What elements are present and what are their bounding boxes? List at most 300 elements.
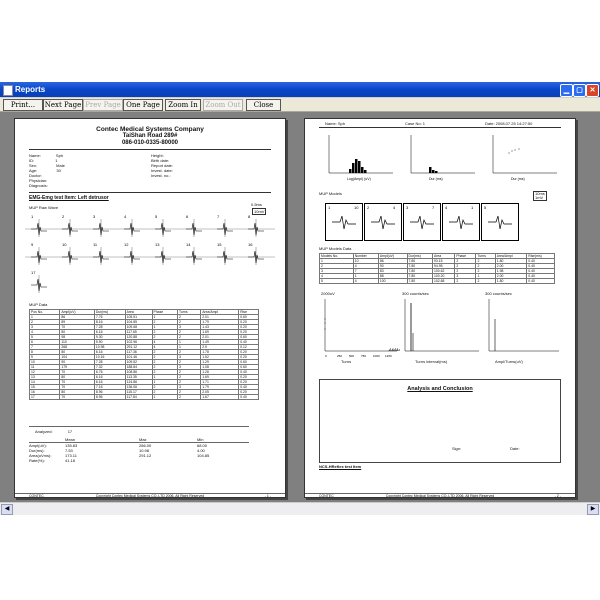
table-cell: 104 [60, 355, 95, 360]
table-cell: 5.90 [94, 340, 125, 345]
scatter-point [509, 153, 510, 154]
model-count: 4 [393, 205, 396, 210]
minimize-button[interactable]: ▁ [560, 84, 573, 97]
table-cell: 117.36 [125, 350, 152, 355]
table-cell: 2.05 [201, 390, 239, 395]
table-cell: 7 [353, 269, 378, 274]
conclusion-title: Analysis and Conclusion [407, 386, 473, 392]
table-cell: 0.40 [239, 395, 259, 400]
wave-label: 13 [155, 242, 160, 247]
hist-x-label: Log(Ampl) (uV) [347, 177, 371, 181]
model-number: 4 [445, 205, 448, 210]
table-cell: 2.01 [201, 335, 239, 340]
table-cell: 15 [30, 385, 60, 390]
model-number: 1 [328, 205, 331, 210]
date-label: Date: [510, 446, 520, 451]
summary-table: Mean Max Min Ampl(uV): 135.83 286.00 68.00 Dur(ms): 7.53 10.98 4.00 Area(uVms): 173.11 291.12 104.85 Rate(%): 41.18 [29, 437, 249, 463]
table-cell: 1.69 [201, 375, 239, 380]
table-cell: 1.29 [201, 360, 239, 365]
wave-label: 17 [31, 270, 36, 275]
report-page-1 [14, 118, 286, 498]
patient-field: Diagnosis: [29, 183, 48, 188]
table-cell: 4 [353, 279, 378, 284]
table-cell: 4 [353, 264, 378, 269]
table-cell: 2 [476, 259, 495, 264]
model-number: 2 [367, 205, 370, 210]
table-cell: 1.80 [495, 259, 527, 264]
table-cell: 2 [30, 320, 60, 325]
table-cell: 115.17 [125, 390, 152, 395]
table-cell: 3 [320, 269, 354, 274]
muap-model-svg [326, 204, 362, 240]
table-cell: 102.68 [433, 279, 455, 284]
summary-row: Ampl(uV): 135.83 286.00 68.00 [29, 443, 208, 448]
table-cell: 1 [177, 340, 200, 345]
section-title: EMG-Emg test Item: Left detrusor [29, 195, 109, 201]
table-cell: 3 [455, 274, 476, 279]
patient-field: Age: 30 [29, 168, 61, 173]
table-cell: 1.79 [201, 320, 239, 325]
table-cell: 7.28 [94, 325, 125, 330]
table-cell: 7.80 [407, 264, 432, 269]
close-window-button[interactable]: ✕ [586, 84, 599, 97]
company-name: Contec Medical Systems Company [96, 126, 204, 133]
table-cell: 100.20 [433, 274, 455, 279]
table-cell: 70 [60, 370, 95, 375]
table-cell: 10.16 [94, 355, 125, 360]
plot-tick: 250 [337, 354, 343, 358]
table-cell: 101.46 [125, 355, 152, 360]
table-cell: 8.16 [94, 320, 125, 325]
table-cell: 2 [320, 264, 354, 269]
table-header-cell: Pos No. [30, 310, 60, 315]
hist-bar [349, 169, 352, 173]
table-header-cell: Ampl(uV) [378, 254, 407, 259]
model-wave [332, 216, 356, 229]
horizontal-scrollbar[interactable] [0, 502, 600, 515]
one-page-button[interactable]: One Page [123, 99, 163, 111]
table-cell: 2 [152, 370, 177, 375]
table-cell: 0.40 [239, 370, 259, 375]
plot-tick: 0 [325, 354, 327, 358]
table-cell: 109.52 [125, 360, 152, 365]
wave-label: 9 [31, 242, 34, 247]
analyzed-count: 17 [67, 429, 73, 434]
muap-model-svg [404, 204, 440, 240]
page-footer: CONTEC Copyright Contec Medical Systems CO.,LTD 2006, All Right Reserved - 2 - [305, 493, 575, 494]
table-cell: 268 [60, 345, 95, 350]
table-cell: 2 [177, 350, 200, 355]
table-cell: 6.16 [94, 330, 125, 335]
analyzed-label: Analyzed: [35, 429, 53, 434]
table-cell: 2 [177, 315, 200, 320]
table-cell: 2 [455, 259, 476, 264]
table-cell: 8 [30, 350, 60, 355]
table-cell: 2 [152, 390, 177, 395]
close-report-button[interactable]: Close [246, 99, 281, 111]
table-cell: 2 [476, 269, 495, 274]
table-cell: 124.86 [125, 380, 152, 385]
table-cell: 2.01 [201, 315, 239, 320]
wave-label: 11 [93, 242, 98, 247]
table-cell: 2 [476, 264, 495, 269]
plot-xlabel-turns: Turns [341, 359, 352, 364]
table-cell: 70 [60, 325, 95, 330]
plot-tick: 750 [361, 354, 367, 358]
table-cell: 2 [455, 264, 476, 269]
table-cell: 0.40 [527, 269, 555, 274]
table-cell: 2 [455, 269, 476, 274]
table-cell: 6.76 [94, 370, 125, 375]
table-cell: 1.98 [495, 269, 527, 274]
table-cell: 2 [455, 279, 476, 284]
wave-label: 15 [217, 242, 222, 247]
table-cell: 5 [320, 279, 354, 284]
table-cell: 80 [60, 375, 95, 380]
table-cell: 0.20 [239, 380, 259, 385]
model-wave [488, 216, 512, 229]
maximize-button[interactable]: ▢ [573, 84, 586, 97]
muap-raw-wave-label: MUP Raw Wave [29, 205, 59, 210]
table-cell: 0.20 [239, 355, 259, 360]
table-header-cell: Rise [239, 310, 259, 315]
table-cell: 117.65 [125, 330, 152, 335]
table-header-cell: Phase [152, 310, 177, 315]
table-cell: 1 [30, 315, 60, 320]
table-cell: 2 [152, 330, 177, 335]
wave-label: 12 [124, 242, 129, 247]
wave-label: 4 [124, 214, 127, 219]
table-cell: 104.85 [125, 320, 152, 325]
muap-model-box [442, 203, 480, 241]
prev-page-button[interactable]: Prev Page [83, 99, 123, 111]
patient-info-right: Height: Birth date: Report date: Invest. date: Invest. no.: [151, 153, 174, 178]
table-cell: 1.67 [201, 395, 239, 400]
summary-row: Area(uVms): 173.11 291.12 104.85 [29, 453, 210, 458]
table-header-cell: Turns [177, 310, 200, 315]
table-cell: 17 [30, 395, 60, 400]
table-cell: 7.28 [94, 360, 125, 365]
table-cell: 1.49 [201, 340, 239, 345]
patient-field: Physician: [29, 178, 48, 183]
table-cell: 8.96 [94, 395, 125, 400]
hist-bar [364, 170, 367, 173]
table-cell: 100 [378, 279, 407, 284]
table-cell: 291.12 [125, 345, 152, 350]
table-cell: 1 [152, 325, 177, 330]
table-cell: 0.20 [239, 320, 259, 325]
table-cell: 8.96 [94, 390, 125, 395]
table-cell: 7.80 [407, 279, 432, 284]
muap-data-table [29, 309, 259, 400]
table-row [320, 279, 555, 284]
header-divider [29, 149, 271, 150]
table-cell: 2 [152, 335, 177, 340]
table-cell: 100.62 [433, 269, 455, 274]
table-cell: 1.26 [201, 370, 239, 375]
table-cell: 0.20 [239, 375, 259, 380]
hist-bar [358, 161, 361, 173]
wave-label: 5 [155, 214, 158, 219]
table-cell: 9 [30, 355, 60, 360]
next-page-button[interactable]: Next Page [44, 101, 82, 109]
table-cell: 9.30 [94, 335, 125, 340]
hist-bar [361, 167, 364, 173]
table-cell: 0.60 [239, 365, 259, 370]
hist-bar [435, 171, 438, 173]
table-cell: 7.80 [407, 269, 432, 274]
patient-field: ID: 1 [29, 158, 58, 163]
plot-xlabel-interval: Turns interval(ms) [415, 359, 448, 364]
table-cell: 13 [30, 375, 60, 380]
table-cell: 10.98 [94, 345, 125, 350]
sign-label: Sign: [452, 446, 462, 451]
table-cell: 89 [60, 320, 95, 325]
table-cell: 80 [60, 390, 95, 395]
plot-point [325, 319, 326, 320]
table-cell: 5 [30, 335, 60, 340]
table-cell: 102.96 [125, 340, 152, 345]
table-cell: 110 [60, 340, 95, 345]
table-cell: 2 [152, 385, 177, 390]
muap-model-box [364, 203, 402, 241]
hist-x-label: Dur (ms) [511, 177, 525, 181]
table-cell: 3 [177, 365, 200, 370]
table-row [30, 395, 259, 400]
table-cell: 108.86 [125, 370, 152, 375]
table-cell: 2 [177, 380, 200, 385]
table-cell: 2.9 [201, 345, 239, 350]
patient-info-left [29, 153, 65, 188]
table-cell: 70 [60, 380, 95, 385]
print-button[interactable]: Print... [3, 99, 43, 111]
conclusion-box [319, 379, 561, 463]
table-cell: 2 [177, 360, 200, 365]
plot1-label: 300 counts/sec [402, 291, 429, 296]
summary-row: Dur(ms): 7.53 10.98 4.00 [29, 448, 205, 453]
muap-model-box [403, 203, 441, 241]
muap-data-label: MUP Data [29, 302, 48, 307]
table-header-cell: Number [353, 254, 378, 259]
table-cell: 2.00 [495, 274, 527, 279]
header-date: Date: 2008.07.25 14:27:50 [485, 121, 533, 126]
toolbar [0, 98, 600, 112]
hist-bar [355, 159, 358, 173]
table-cell: 86 [60, 315, 95, 320]
wave-label: 2 [62, 214, 65, 219]
window-title: Reports [15, 85, 46, 94]
table-cell: 80 [60, 330, 95, 335]
model-wave [410, 216, 434, 229]
plot-point [325, 329, 326, 330]
wave-label: 1 [31, 214, 34, 219]
table-cell: 3 [177, 385, 200, 390]
model-number: 3 [406, 205, 409, 210]
table-cell: 2 [177, 390, 200, 395]
table-cell: 0.60 [239, 360, 259, 365]
plot-tick: 1000 [373, 354, 380, 358]
table-cell: 7.80 [407, 259, 432, 264]
wave-label: 8 [248, 214, 251, 219]
plot-xlabel-ampl: Ampl/Turns(uV) [495, 359, 523, 364]
model-wave [449, 216, 473, 229]
muap-models-data-label: MUP Models Data [319, 246, 352, 251]
scale-amplitude: 10mV [254, 209, 265, 214]
wave-label: 16 [248, 242, 253, 247]
model-count: 10 [354, 205, 359, 210]
table-cell: 0.40 [527, 274, 555, 279]
table-cell: 0.20 [239, 325, 259, 330]
scroll-right-icon[interactable]: ▶ [587, 504, 599, 515]
summary-row: Rate(%): 41.18 [29, 458, 76, 463]
table-cell: 1 [152, 375, 177, 380]
wave-label: 14 [186, 242, 191, 247]
table-cell: 2.00 [495, 264, 527, 269]
table-cell: 1 [320, 259, 354, 264]
table-cell: 1.71 [201, 380, 239, 385]
hist-bar [352, 163, 355, 173]
table-cell: 0.40 [527, 264, 555, 269]
table-cell: 105.51 [125, 315, 152, 320]
table-cell: 1.69 [201, 330, 239, 335]
table-cell: 70 [60, 385, 95, 390]
muap-model-svg [443, 204, 479, 240]
table-header-cell: Turns [476, 254, 495, 259]
table-cell: 0.40 [239, 385, 259, 390]
preview-area[interactable] [0, 112, 600, 502]
header-name: Name: Sph [325, 121, 346, 126]
muap-model-svg [365, 204, 401, 240]
table-cell: 11 [30, 365, 60, 370]
wave-label: 7 [217, 214, 220, 219]
table-cell: 4 [320, 274, 354, 279]
document-icon [3, 85, 13, 96]
table-cell: 2 [152, 320, 177, 325]
table-cell: 3 [177, 325, 200, 330]
table-cell: 4 [30, 330, 60, 335]
table-cell: 86 [378, 259, 407, 264]
scatter-point [519, 149, 520, 150]
table-cell: 93.15 [433, 259, 455, 264]
table-cell: 2 [152, 365, 177, 370]
table-header-cell: Dur(ms) [94, 310, 125, 315]
table-cell: 113.35 [125, 375, 152, 380]
table-cell: 1.08 [201, 365, 239, 370]
table-cell: 70 [60, 395, 95, 400]
table-cell: 109.68 [125, 325, 152, 330]
table-cell: 1.43 [201, 325, 239, 330]
table-cell: 6.16 [94, 375, 125, 380]
table-cell: 2 [177, 370, 200, 375]
table-cell: 90 [378, 264, 407, 269]
table-header-cell: Phase [455, 254, 476, 259]
table-cell: 179 [60, 365, 95, 370]
table-cell: 80 [60, 350, 95, 355]
header-case: Case No: 1 [405, 121, 426, 126]
muap-model-svg [482, 204, 518, 240]
table-cell: 4 [152, 345, 177, 350]
histogram-plots [319, 129, 561, 181]
table-cell: 6.16 [94, 380, 125, 385]
table-cell: 1 [152, 380, 177, 385]
table-cell: 117.84 [125, 395, 152, 400]
table-cell: 98 [60, 335, 95, 340]
table-cell: 10 [30, 360, 60, 365]
report-page-2 [304, 118, 576, 498]
table-cell: 2 [177, 395, 200, 400]
muap-raw-waveforms [25, 211, 275, 293]
hist-x-label: Dur (ms) [429, 177, 443, 181]
table-header-cell: Rise(ms) [527, 254, 555, 259]
table-cell: 6.16 [94, 350, 125, 355]
company-phone: 086-010-0335-80000 [121, 140, 179, 146]
company-address: TaiShan Road 289# [122, 133, 178, 139]
table-cell: 120.88 [125, 335, 152, 340]
table-cell: 4 [152, 340, 177, 345]
muap-model-box [325, 203, 363, 241]
table-cell: 0.20 [239, 330, 259, 335]
muap-models-label: MUP Models [319, 191, 342, 196]
model-wave [371, 216, 395, 229]
zoom-out-button[interactable]: Zoom Out [203, 99, 243, 111]
patient-field: Doctor: [29, 173, 42, 178]
table-cell: 136.06 [125, 385, 152, 390]
table-cell: 2 [177, 335, 200, 340]
table-cell: 12 [30, 370, 60, 375]
table-cell: 14 [30, 380, 60, 385]
table-cell: 0.20 [239, 390, 259, 395]
title-bar [0, 82, 600, 97]
plot-point [325, 323, 326, 324]
wave-label: 6 [186, 214, 189, 219]
turns-plots [319, 297, 561, 359]
table-cell: 7 [30, 345, 60, 350]
table-cell: 2 [177, 330, 200, 335]
table-header-cell: Area/Ampl [201, 310, 239, 315]
table-cell: 188.84 [125, 365, 152, 370]
plot2-label: 300 counts/sec [485, 291, 512, 296]
model-count: 1 [471, 205, 474, 210]
table-cell: 2 [152, 355, 177, 360]
patient-field: Sex: Male [29, 163, 65, 168]
scroll-left-icon[interactable]: ◀ [1, 504, 13, 515]
scatter-point [515, 150, 516, 151]
model-count: 7 [432, 205, 435, 210]
table-cell: 1.79 [201, 385, 239, 390]
table-cell: 2 [177, 375, 200, 380]
page-footer: CONTEC Copyright Contec Medical Systems CO.,LTD 2006, All Right Reserved - 1 - [15, 493, 285, 494]
table-cell: 10 [353, 259, 378, 264]
table-cell: 0.60 [239, 315, 259, 320]
wave-label: 10 [62, 242, 67, 247]
table-cell: 2 [177, 320, 200, 325]
zoom-in-button[interactable]: Zoom In [165, 99, 201, 111]
patient-field: Name: Sph [29, 153, 64, 158]
table-cell: 94.95 [433, 264, 455, 269]
scale-time: 0.5ms [251, 202, 262, 207]
table-cell: 7.16 [94, 385, 125, 390]
table-cell: 0.60 [239, 335, 259, 340]
table-cell: 1 [177, 345, 200, 350]
table-cell: 0.40 [239, 340, 259, 345]
table-cell: 1 [476, 274, 495, 279]
table-header-cell: Area/Ampl [495, 254, 527, 259]
table-cell: 2 [152, 350, 177, 355]
muap-models-table [319, 253, 555, 284]
table-cell: 90 [60, 360, 95, 365]
plot-tick: 500 [349, 354, 355, 358]
table-cell: 0.40 [527, 279, 555, 284]
